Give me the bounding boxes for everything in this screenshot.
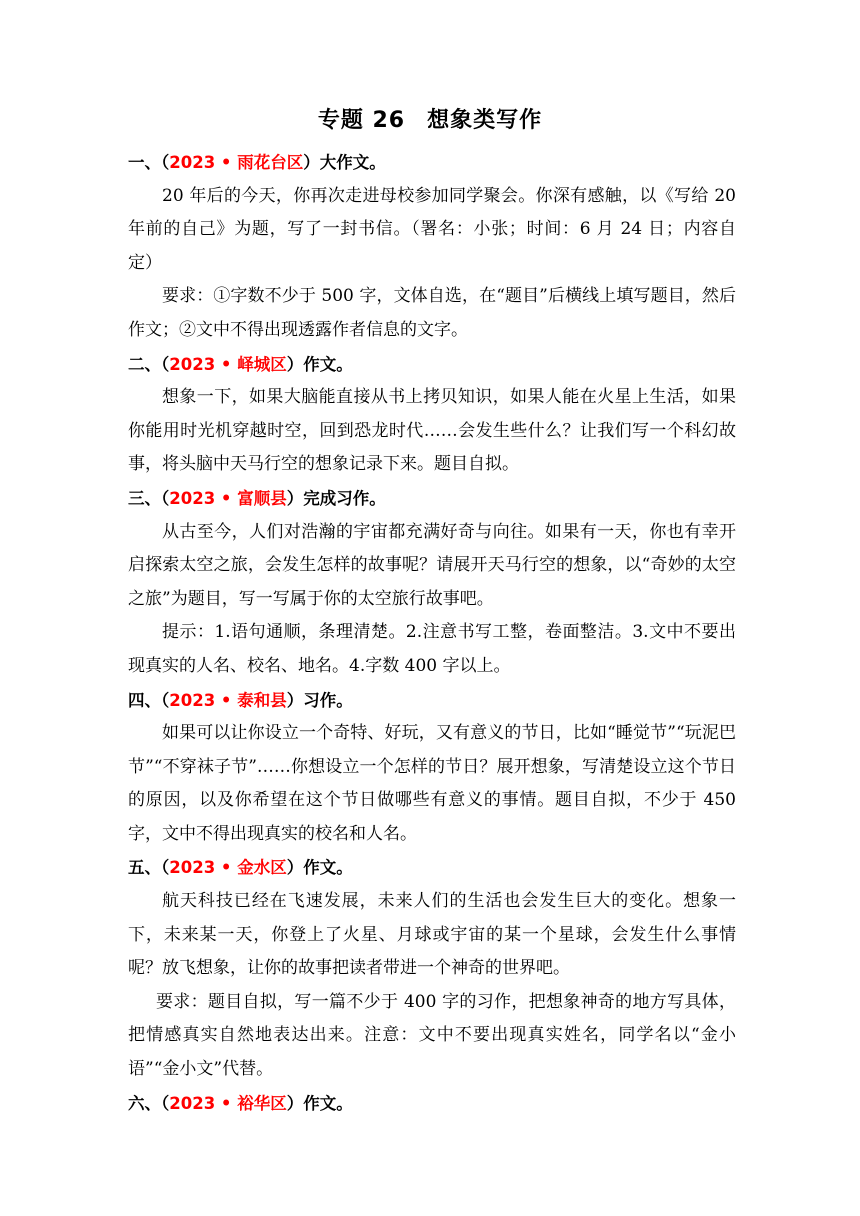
question-hint: 提示：1.语句通顺，条理清楚。2.注意书写工整，卷面整洁。3.文中不要出现真实的人名、校名、地名。4.字数 400 字以上。 xyxy=(128,622,736,676)
question-heading-2: 二、（2023 • 峄城区）作文。 xyxy=(128,354,353,374)
page-title xyxy=(0,103,860,134)
question-source-1: 2023 • 雨花台区 xyxy=(169,153,304,172)
question-paragraph: 航天科技已经在飞速发展，未来人们的生活也会发生巨大的变化。想象一下，未来某一天，你登上了火星、月球或宇宙的某一个星球，会发生什么事情呢？放飞想象，让你的故事把读者带进一个神奇的世界吧。 xyxy=(128,891,736,979)
question-paragraph: 如果可以让你设立一个奇特、好玩，又有意义的节日，比如“睡觉节”“玩泥巴节”“不穿袜子节”……你想设立一个怎样的节日？展开想象，写清楚设立这个节日的原因，以及你希望在这个节日做哪些有意义的事情。题目自拟，不少于 450 字，文中不得出现真实的校名和人名。 xyxy=(128,723,736,844)
question-source-6: 2023 • 裕华区 xyxy=(169,1093,287,1113)
question-heading-1: 一、（2023 • 雨花台区）大作文。 xyxy=(128,153,386,172)
question-paragraph: 想象一下，如果大脑能直接从书上拷贝知识，如果人能在火星上生活，如果你能用时光机穿越时空，回到恐龙时代……会发生些什么？让我们写一个科幻故事，将头脑中天马行空的想象记录下来。题目自拟。 xyxy=(128,387,736,475)
question-paragraph: 从古至今，人们对浩瀚的宇宙都充满好奇与向往。如果有一天，你也有幸开启探索太空之旅，会发生怎样的故事呢？请展开天马行空的想象，以“奇妙的太空之旅”为题目，写一写属于你的太空旅行故事吧。 xyxy=(128,521,736,609)
title-prefix: 专题 26 xyxy=(317,108,406,133)
question-source-5: 2023 • 金水区 xyxy=(169,858,287,878)
question-heading-6: 六、（2023 • 裕华区）作文。 xyxy=(128,1093,353,1113)
title-main: 想象类写作 xyxy=(427,108,543,133)
question-source-3: 2023 • 富顺县 xyxy=(169,488,287,508)
question-paragraph: 20 年后的今天，你再次走进母校参加同学聚会。你深有感触，以《写给 20 年前的自己》为题，写了一封书信。（署名：小张；时间：6 月 24 日；内容自定） xyxy=(128,185,736,273)
document-content xyxy=(128,146,736,1120)
question-heading-3: 三、（2023 • 富顺县）完成习作。 xyxy=(128,488,386,508)
question-requirement: 要求：题目自拟，写一篇不少于 400 字的习作，把想象神奇的地方写具体，把情感真实自然地表达出来。注意：文中不要出现真实姓名，同学名以“金小语”“金小文”代替。 xyxy=(128,991,736,1080)
question-requirement: 要求：①字数不少于 500 字，文体自选，在“题目”后横线上填写题目，然后作文；②文中不得出现透露作者信息的文字。 xyxy=(128,286,736,340)
question-heading-5: 五、（2023 • 金水区）作文。 xyxy=(128,858,353,878)
question-heading-4: 四、（2023 • 泰和县）习作。 xyxy=(128,690,353,710)
question-source-2: 2023 • 峄城区 xyxy=(169,354,287,374)
question-source-4: 2023 • 泰和县 xyxy=(169,690,287,710)
